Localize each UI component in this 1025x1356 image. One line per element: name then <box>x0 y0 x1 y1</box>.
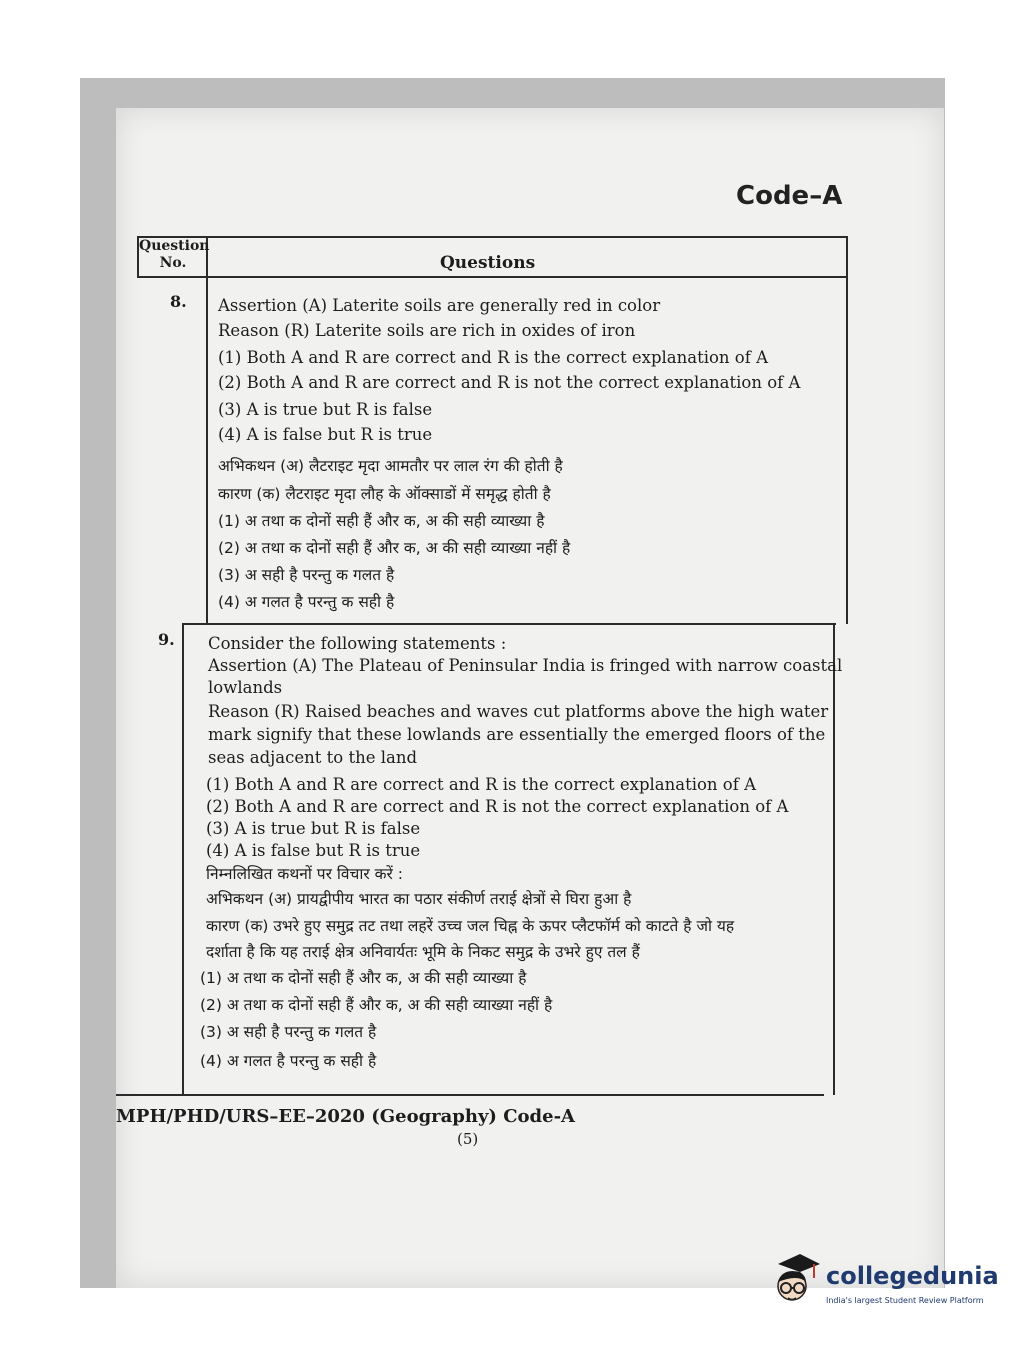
q9-reason-line-1: Reason (R) Raised beaches and waves cut platforms above the high water <box>208 702 829 721</box>
table-header-divider <box>137 276 847 278</box>
q8-reason: Reason (R) Laterite soils are rich in oxides of iron <box>218 321 636 340</box>
q9-hindi-reason-line-1: कारण (क) उभरे हुए समुद्र तट तथा लहरें उच्च जल चिह्न के ऊपर प्लैटफॉर्म को काटते है जो यह <box>206 917 735 935</box>
q8-option-4: (4) A is false but R is true <box>218 425 433 444</box>
question-number-9: 9. <box>158 630 175 649</box>
q9-option-3: (3) A is true but R is false <box>206 819 421 838</box>
q9-intro: Consider the following statements : <box>208 634 507 653</box>
logo-name: collegedunia <box>826 1262 999 1290</box>
q8-hindi-option-2: (2) अ तथा क दोनों सही हैं और क, अ की सही व्याख्या नहीं है <box>218 539 571 557</box>
q9-hindi-intro: निम्नलिखित कथनों पर विचार करें : <box>206 865 403 883</box>
q8-option-3: (3) A is true but R is false <box>218 400 433 419</box>
header-questions: Questions <box>440 253 536 273</box>
q9-option-4: (4) A is false but R is true <box>206 841 421 860</box>
exam-code-footer: MPH/PHD/URS–EE–2020 (Geography) Code-A <box>116 1106 576 1127</box>
q9-option-1: (1) Both A and R are correct and R is the correct explanation of A <box>206 775 756 794</box>
q8-hindi-option-3: (3) अ सही है परन्तु क गलत है <box>218 566 395 584</box>
q9-assertion-line-2: lowlands <box>208 678 283 697</box>
logo-tagline: India's largest Student Review Platform <box>826 1296 984 1305</box>
q9-hindi-option-2: (2) अ तथा क दोनों सही हैं और क, अ की सही व्याख्या नहीं है <box>200 996 553 1014</box>
page-number: (5) <box>457 1130 479 1148</box>
q9-assertion-line-1: Assertion (A) The Plateau of Peninsular India is fringed with narrow coastal <box>208 656 843 675</box>
table-bottom-border <box>116 1094 824 1096</box>
q8-assertion: Assertion (A) Laterite soils are generally red in color <box>218 296 661 315</box>
q8-hindi-option-1: (1) अ तथा क दोनों सही हैं और क, अ की सही व्याख्या है <box>218 512 545 530</box>
q8-hindi-reason: कारण (क) लैटराइट मृदा लौह के ऑक्साडों में समृद्ध होती है <box>218 485 551 503</box>
q9-option-2: (2) Both A and R are correct and R is not the correct explanation of A <box>206 797 789 816</box>
table-right-border <box>846 236 848 624</box>
q8-option-2: (2) Both A and R are correct and R is not the correct explanation of A <box>218 373 801 392</box>
collegedunia-logo <box>770 1250 1000 1330</box>
q9-hindi-option-4: (4) अ गलत है परन्तु क सही है <box>200 1052 377 1070</box>
q8-option-1: (1) Both A and R are correct and R is the correct explanation of A <box>218 348 768 367</box>
q9-hindi-reason-line-2: दर्शाता है कि यह तराई क्षेत्र अनिवार्यतः भूमि के निकट समुद्र के उभरे हुए तल हैं <box>206 943 640 961</box>
header-question-no: Question No. <box>139 238 210 271</box>
q9-reason-line-3: seas adjacent to the land <box>208 748 418 767</box>
column-divider <box>206 236 208 624</box>
row-divider <box>182 623 836 625</box>
q9-hindi-option-1: (1) अ तथा क दोनों सही हैं और क, अ की सही व्याख्या है <box>200 969 527 987</box>
column-divider-lower <box>182 623 184 1095</box>
q9-hindi-assertion: अभिकथन (अ) प्रायद्वीपीय भारत का पठार संकीर्ण तराई क्षेत्रों से घिरा हुआ है <box>206 890 632 908</box>
table-right-border-lower <box>833 623 835 1095</box>
question-number-8: 8. <box>170 292 187 311</box>
q8-hindi-option-4: (4) अ गलत है परन्तु क सही है <box>218 593 395 611</box>
q8-hindi-assertion: अभिकथन (अ) लैटराइट मृदा आमतौर पर लाल रंग की होती है <box>218 457 563 475</box>
mascot-icon <box>770 1250 822 1320</box>
page-code: Code–A <box>736 181 843 211</box>
q9-reason-line-2: mark signify that these lowlands are essentially the emerged floors of the <box>208 725 826 744</box>
table-top-border <box>137 236 847 238</box>
q9-hindi-option-3: (3) अ सही है परन्तु क गलत है <box>200 1023 377 1041</box>
